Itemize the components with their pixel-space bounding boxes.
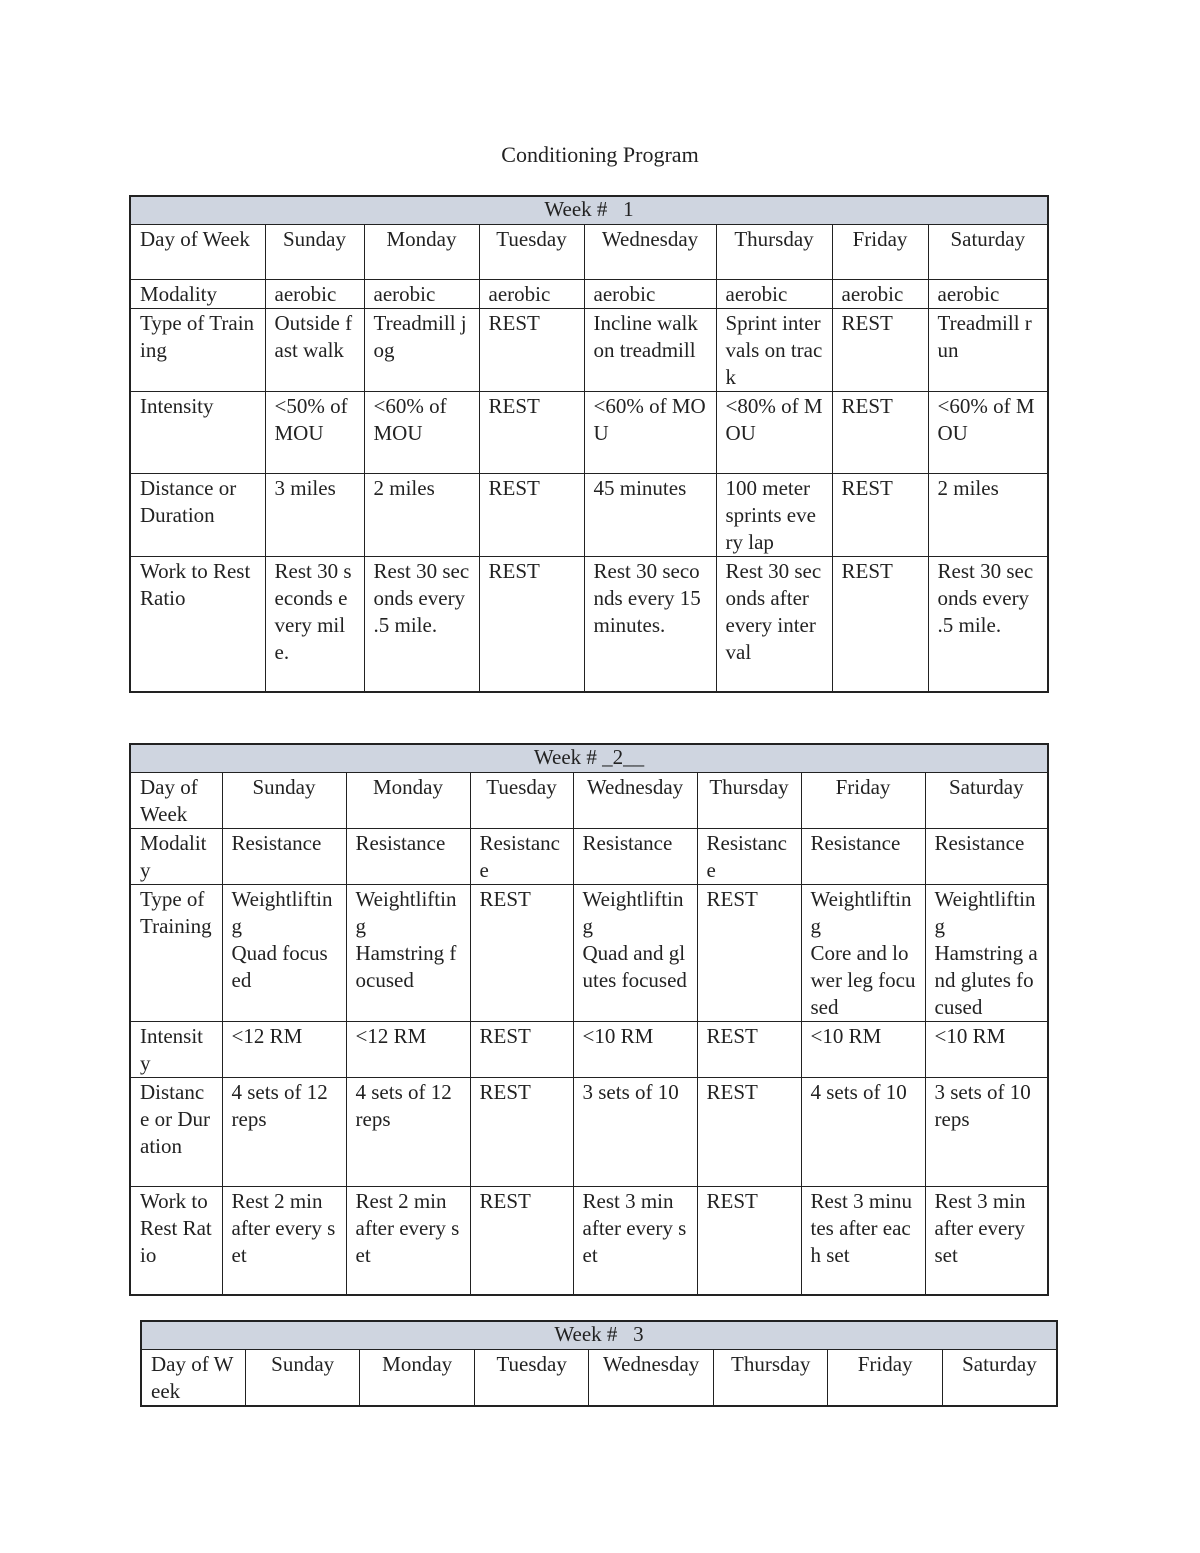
table-cell: REST	[470, 1021, 573, 1077]
table-cell: Day of Week	[130, 772, 222, 828]
table-cell: Rest 3 min after every set	[925, 1186, 1048, 1295]
table-cell: aerobic	[364, 279, 479, 308]
table-cell: REST	[832, 308, 928, 391]
table-row	[130, 1077, 1048, 1186]
table-cell: REST	[697, 1021, 801, 1077]
table-cell: Outside fast walk	[265, 308, 364, 391]
table-row	[130, 279, 1048, 308]
table-cell: aerobic	[716, 279, 832, 308]
row-label: Intensity	[130, 1021, 222, 1077]
table-row	[130, 556, 1048, 692]
table-cell: 45 minutes	[584, 473, 716, 556]
table-cell: aerobic	[928, 279, 1048, 308]
table-cell: REST	[479, 473, 584, 556]
day-header: Saturday	[928, 224, 1048, 279]
table-cell: REST	[832, 391, 928, 473]
day-header: Friday	[801, 772, 925, 828]
table-cell: REST	[697, 1077, 801, 1186]
row-label: Intensity	[130, 391, 265, 473]
table-row	[130, 884, 1048, 1021]
table-cell: aerobic	[265, 279, 364, 308]
table-cell: Day of Week	[130, 224, 265, 279]
table-row	[130, 308, 1048, 391]
row-label: Distance or Duration	[130, 1077, 222, 1186]
day-header: Friday	[832, 224, 928, 279]
table-cell: Treadmill jog	[364, 308, 479, 391]
table-cell: Rest 30 seconds every .5 mile.	[364, 556, 479, 692]
table-cell: <60% of MOU	[928, 391, 1048, 473]
day-header: Sunday	[265, 224, 364, 279]
day-header: Wednesday	[573, 772, 697, 828]
table-cell: Treadmill run	[928, 308, 1048, 391]
day-header: Monday	[346, 772, 470, 828]
day-header-row	[130, 772, 1048, 828]
table-cell: Resistance	[925, 828, 1048, 884]
table-cell: aerobic	[832, 279, 928, 308]
table-cell: REST	[697, 884, 801, 1021]
table-cell: 3 sets of 10	[573, 1077, 697, 1186]
table-cell: Weightlifting Quad and glutes focused	[573, 884, 697, 1021]
row-label: Modality	[130, 279, 265, 308]
day-header: Wednesday	[584, 224, 716, 279]
table-cell: Resistance	[222, 828, 346, 884]
table-row	[130, 1186, 1048, 1295]
week-header: Week # 1	[130, 196, 1048, 224]
week-3-table	[140, 1320, 1058, 1407]
table-cell: Weightlifting Core and lower leg focused	[801, 884, 925, 1021]
table-cell: 4 sets of 12 reps	[346, 1077, 470, 1186]
day-header: Sunday	[222, 772, 346, 828]
table-cell: Rest 30 seconds every mile.	[265, 556, 364, 692]
table-cell: Day of Week	[141, 1349, 245, 1406]
table-cell: aerobic	[584, 279, 716, 308]
table-cell: 3 sets of 10 reps	[925, 1077, 1048, 1186]
table-cell: 100 meter sprints every lap	[716, 473, 832, 556]
table-cell: Weightlifting Hamstring focused	[346, 884, 470, 1021]
table-cell: Rest 30 seconds every .5 mile.	[928, 556, 1048, 692]
table-cell: 3 miles	[265, 473, 364, 556]
day-header: Wednesday	[589, 1349, 714, 1406]
table-cell: <12 RM	[222, 1021, 346, 1077]
row-label: Type of Training	[130, 308, 265, 391]
week-1-table	[129, 195, 1049, 693]
table-cell: REST	[479, 391, 584, 473]
table-cell: Rest 30 seconds every 15 minutes.	[584, 556, 716, 692]
table-cell: REST	[470, 1186, 573, 1295]
table-cell: 2 miles	[928, 473, 1048, 556]
table-cell: Weightlifting Hamstring and glutes focused	[925, 884, 1048, 1021]
day-header-row	[130, 224, 1048, 279]
table-row	[130, 391, 1048, 473]
table-cell: <10 RM	[573, 1021, 697, 1077]
table-cell: REST	[697, 1186, 801, 1295]
table-cell: 2 miles	[364, 473, 479, 556]
table-cell: Rest 2 min after every set	[222, 1186, 346, 1295]
row-label: Distance or Duration	[130, 473, 265, 556]
week-header: Week # _2__	[130, 744, 1048, 772]
table-cell: 4 sets of 12 reps	[222, 1077, 346, 1186]
day-header: Monday	[364, 224, 479, 279]
table-cell: REST	[832, 473, 928, 556]
table-cell: <60% of MOU	[584, 391, 716, 473]
table-cell: REST	[470, 884, 573, 1021]
day-header: Tuesday	[474, 1349, 588, 1406]
table-cell: REST	[479, 308, 584, 391]
table-cell: 4 sets of 10	[801, 1077, 925, 1186]
table-cell: Rest 3 minutes after each set	[801, 1186, 925, 1295]
table-cell: Incline walk on treadmill	[584, 308, 716, 391]
day-header: Tuesday	[470, 772, 573, 828]
table-cell: REST	[832, 556, 928, 692]
table-cell: <10 RM	[801, 1021, 925, 1077]
table-cell: <10 RM	[925, 1021, 1048, 1077]
day-header: Saturday	[942, 1349, 1057, 1406]
table-cell: Resistance	[573, 828, 697, 884]
row-label: Work to Rest Ratio	[130, 1186, 222, 1295]
day-header: Thursday	[716, 224, 832, 279]
table-cell: <12 RM	[346, 1021, 470, 1077]
row-label: Modality	[130, 828, 222, 884]
table-cell: Rest 30 seconds after every interval	[716, 556, 832, 692]
week-header: Week # 3	[141, 1321, 1057, 1349]
day-header: Thursday	[713, 1349, 827, 1406]
table-row	[130, 473, 1048, 556]
row-label: Work to Rest Ratio	[130, 556, 265, 692]
page-title: Conditioning Program	[501, 142, 699, 167]
week-2-table	[129, 743, 1049, 1296]
table-cell: REST	[470, 1077, 573, 1186]
day-header: Friday	[828, 1349, 942, 1406]
table-cell: Resistance	[801, 828, 925, 884]
table-cell: Resistance	[346, 828, 470, 884]
table-cell: Resistance	[697, 828, 801, 884]
table-cell: Weightlifting Quad focused	[222, 884, 346, 1021]
day-header: Sunday	[245, 1349, 359, 1406]
table-row	[130, 828, 1048, 884]
table-cell: Resistance	[470, 828, 573, 884]
table-cell: aerobic	[479, 279, 584, 308]
table-cell: <60% of MOU	[364, 391, 479, 473]
day-header: Thursday	[697, 772, 801, 828]
day-header: Monday	[360, 1349, 474, 1406]
table-cell: REST	[479, 556, 584, 692]
day-header: Tuesday	[479, 224, 584, 279]
row-label: Type of Training	[130, 884, 222, 1021]
table-cell: Rest 3 min after every set	[573, 1186, 697, 1295]
table-cell: Rest 2 min after every set	[346, 1186, 470, 1295]
table-cell: Sprint intervals on track	[716, 308, 832, 391]
table-row	[130, 1021, 1048, 1077]
table-cell: <80% of MOU	[716, 391, 832, 473]
day-header-row	[141, 1349, 1057, 1406]
table-cell: <50% of MOU	[265, 391, 364, 473]
day-header: Saturday	[925, 772, 1048, 828]
